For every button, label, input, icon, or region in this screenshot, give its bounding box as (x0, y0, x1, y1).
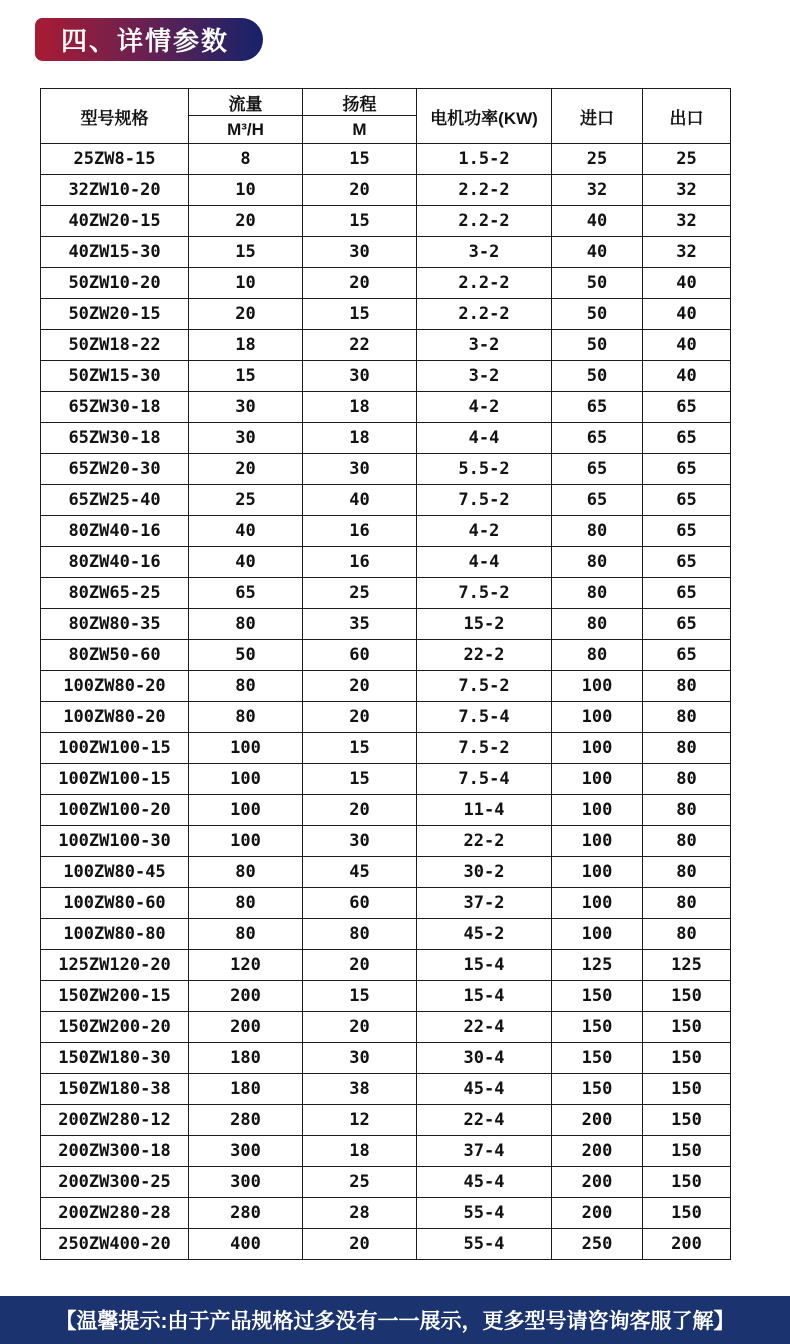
table-cell: 15-4 (417, 950, 552, 981)
table-cell: 150 (643, 1105, 731, 1136)
table-cell: 15 (303, 981, 417, 1012)
header-head: 扬程 (303, 89, 417, 116)
spec-table (40, 88, 731, 1260)
table-cell: 40 (552, 237, 643, 268)
table-cell: 150 (643, 1043, 731, 1074)
table-cell: 280 (189, 1198, 303, 1229)
table-cell: 1.5-2 (417, 144, 552, 175)
table-cell: 80 (189, 857, 303, 888)
table-cell: 65ZW25-40 (41, 485, 189, 516)
table-row (41, 330, 731, 361)
table-cell: 150 (552, 981, 643, 1012)
table-cell: 7.5-2 (417, 485, 552, 516)
table-cell: 65 (189, 578, 303, 609)
table-cell: 125ZW120-20 (41, 950, 189, 981)
table-cell: 80 (643, 671, 731, 702)
table-cell: 50 (552, 361, 643, 392)
table-cell: 200 (643, 1229, 731, 1260)
table-row (41, 516, 731, 547)
table-cell: 3-2 (417, 330, 552, 361)
table-cell: 3-2 (417, 237, 552, 268)
table-cell: 50 (189, 640, 303, 671)
table-cell: 80 (643, 795, 731, 826)
table-cell: 65 (643, 578, 731, 609)
table-cell: 32 (643, 237, 731, 268)
table-cell: 30 (303, 237, 417, 268)
header-power: 电机功率(KW) (417, 89, 552, 144)
table-cell: 12 (303, 1105, 417, 1136)
table-cell: 100ZW80-20 (41, 702, 189, 733)
table-cell: 50ZW20-15 (41, 299, 189, 330)
table-cell: 30-2 (417, 857, 552, 888)
table-row (41, 1229, 731, 1260)
header-flow: 流量 (189, 89, 303, 116)
table-cell: 150 (552, 1012, 643, 1043)
table-cell: 25 (303, 1167, 417, 1198)
table-cell: 37-4 (417, 1136, 552, 1167)
table-cell: 65ZW30-18 (41, 423, 189, 454)
table-cell: 55-4 (417, 1229, 552, 1260)
table-cell: 100 (189, 826, 303, 857)
table-cell: 45-4 (417, 1074, 552, 1105)
table-cell: 37-2 (417, 888, 552, 919)
table-row (41, 1043, 731, 1074)
table-cell: 80 (643, 826, 731, 857)
table-cell: 80 (552, 609, 643, 640)
table-cell: 300 (189, 1167, 303, 1198)
table-cell: 20 (303, 268, 417, 299)
table-cell: 65ZW30-18 (41, 392, 189, 423)
table-cell: 22-2 (417, 640, 552, 671)
table-cell: 100ZW80-60 (41, 888, 189, 919)
table-cell: 80ZW50-60 (41, 640, 189, 671)
footer-banner (0, 1296, 790, 1344)
table-cell: 25ZW8-15 (41, 144, 189, 175)
table-cell: 65 (552, 392, 643, 423)
table-cell: 80 (643, 888, 731, 919)
table-cell: 2.2-2 (417, 175, 552, 206)
table-row (41, 1012, 731, 1043)
table-cell: 22-4 (417, 1012, 552, 1043)
table-cell: 80 (189, 702, 303, 733)
footer-notice: 【温馨提示:由于产品规格过多没有一一展示，更多型号请咨询客服了解】 (55, 1310, 735, 1333)
table-cell: 80 (552, 578, 643, 609)
table-cell: 200ZW300-25 (41, 1167, 189, 1198)
table-cell: 150ZW200-15 (41, 981, 189, 1012)
table-cell: 65 (643, 454, 731, 485)
table-cell: 30 (303, 826, 417, 857)
table-cell: 3-2 (417, 361, 552, 392)
table-row (41, 485, 731, 516)
table-cell: 200 (552, 1136, 643, 1167)
table-cell: 32 (643, 206, 731, 237)
table-cell: 180 (189, 1043, 303, 1074)
table-cell: 80 (643, 764, 731, 795)
table-cell: 50ZW10-20 (41, 268, 189, 299)
table-cell: 40 (189, 547, 303, 578)
table-cell: 2.2-2 (417, 268, 552, 299)
table-cell: 30 (189, 423, 303, 454)
header-row-1 (41, 89, 731, 116)
header-head-unit: M (303, 116, 417, 144)
table-cell: 50 (552, 299, 643, 330)
table-row (41, 361, 731, 392)
table-cell: 80ZW40-16 (41, 516, 189, 547)
table-cell: 30 (303, 1043, 417, 1074)
table-cell: 20 (189, 299, 303, 330)
table-row (41, 857, 731, 888)
table-cell: 65 (643, 547, 731, 578)
table-cell: 20 (189, 454, 303, 485)
table-cell: 16 (303, 516, 417, 547)
table-cell: 30 (303, 361, 417, 392)
table-cell: 15 (189, 237, 303, 268)
table-cell: 150 (643, 1012, 731, 1043)
table-cell: 16 (303, 547, 417, 578)
table-cell: 150ZW180-30 (41, 1043, 189, 1074)
table-body (41, 144, 731, 1260)
table-cell: 30-4 (417, 1043, 552, 1074)
table-cell: 32 (643, 175, 731, 206)
table-cell: 15 (303, 733, 417, 764)
table-cell: 20 (303, 795, 417, 826)
table-row (41, 950, 731, 981)
table-cell: 200 (552, 1167, 643, 1198)
table-cell: 40 (643, 299, 731, 330)
table-row (41, 237, 731, 268)
table-cell: 45-4 (417, 1167, 552, 1198)
table-row (41, 392, 731, 423)
table-cell: 2.2-2 (417, 299, 552, 330)
table-cell: 65ZW20-30 (41, 454, 189, 485)
table-cell: 15 (303, 206, 417, 237)
table-cell: 40 (643, 361, 731, 392)
table-cell: 4-2 (417, 516, 552, 547)
table-cell: 150 (552, 1074, 643, 1105)
table-row (41, 423, 731, 454)
table-cell: 40 (303, 485, 417, 516)
table-cell: 35 (303, 609, 417, 640)
table-row (41, 578, 731, 609)
table-cell: 40 (189, 516, 303, 547)
table-cell: 150ZW180-38 (41, 1074, 189, 1105)
table-row (41, 919, 731, 950)
table-cell: 100 (189, 795, 303, 826)
table-cell: 65 (552, 423, 643, 454)
table-cell: 15 (303, 299, 417, 330)
table-cell: 50ZW15-30 (41, 361, 189, 392)
table-cell: 65 (643, 392, 731, 423)
table-cell: 45-2 (417, 919, 552, 950)
table-cell: 65 (643, 516, 731, 547)
table-cell: 125 (643, 950, 731, 981)
table-cell: 18 (189, 330, 303, 361)
table-cell: 50 (552, 330, 643, 361)
table-cell: 10 (189, 175, 303, 206)
table-cell: 100 (552, 857, 643, 888)
table-cell: 100ZW100-15 (41, 733, 189, 764)
table-cell: 200 (552, 1198, 643, 1229)
table-cell: 32ZW10-20 (41, 175, 189, 206)
table-row (41, 206, 731, 237)
table-cell: 15 (303, 144, 417, 175)
table-cell: 100 (552, 733, 643, 764)
table-row (41, 981, 731, 1012)
table-cell: 125 (552, 950, 643, 981)
table-cell: 22 (303, 330, 417, 361)
table-cell: 20 (303, 950, 417, 981)
table-cell: 200ZW300-18 (41, 1136, 189, 1167)
table-cell: 150 (643, 1074, 731, 1105)
table-cell: 80 (643, 702, 731, 733)
table-cell: 15-2 (417, 609, 552, 640)
table-cell: 100 (552, 702, 643, 733)
table-cell: 400 (189, 1229, 303, 1260)
table-cell: 100 (552, 888, 643, 919)
table-cell: 25 (552, 144, 643, 175)
table-cell: 5.5-2 (417, 454, 552, 485)
table-cell: 100ZW80-80 (41, 919, 189, 950)
table-row (41, 1167, 731, 1198)
table-cell: 15 (303, 764, 417, 795)
table-cell: 80 (643, 733, 731, 764)
table-cell: 150 (552, 1043, 643, 1074)
table-cell: 100ZW100-30 (41, 826, 189, 857)
table-cell: 280 (189, 1105, 303, 1136)
table-cell: 65 (643, 640, 731, 671)
table-cell: 55-4 (417, 1198, 552, 1229)
table-cell: 28 (303, 1198, 417, 1229)
table-row (41, 175, 731, 206)
table-row (41, 702, 731, 733)
table-cell: 80 (189, 671, 303, 702)
table-cell: 100 (552, 671, 643, 702)
table-cell: 150 (643, 1136, 731, 1167)
table-cell: 25 (303, 578, 417, 609)
table-cell: 30 (303, 454, 417, 485)
table-cell: 40 (552, 206, 643, 237)
table-cell: 30 (189, 392, 303, 423)
table-cell: 80 (552, 516, 643, 547)
table-cell: 40 (643, 268, 731, 299)
table-cell: 15 (189, 361, 303, 392)
table-cell: 120 (189, 950, 303, 981)
table-cell: 65 (552, 454, 643, 485)
table-cell: 18 (303, 423, 417, 454)
table-cell: 200ZW280-28 (41, 1198, 189, 1229)
table-row (41, 826, 731, 857)
table-row (41, 1198, 731, 1229)
header-flow-unit: M³/H (189, 116, 303, 144)
table-cell: 200 (189, 981, 303, 1012)
table-cell: 7.5-4 (417, 764, 552, 795)
table-row (41, 1105, 731, 1136)
table-row (41, 1074, 731, 1105)
table-cell: 200 (189, 1012, 303, 1043)
table-cell: 45 (303, 857, 417, 888)
table-cell: 200ZW280-12 (41, 1105, 189, 1136)
table-row (41, 454, 731, 485)
table-cell: 10 (189, 268, 303, 299)
table-row (41, 144, 731, 175)
table-cell: 60 (303, 888, 417, 919)
table-cell: 22-4 (417, 1105, 552, 1136)
table-cell: 40 (643, 330, 731, 361)
table-cell: 150 (643, 981, 731, 1012)
table-row (41, 764, 731, 795)
table-cell: 7.5-2 (417, 671, 552, 702)
table-cell: 300 (189, 1136, 303, 1167)
table-cell: 11-4 (417, 795, 552, 826)
header-inlet: 进口 (552, 89, 643, 144)
table-cell: 20 (303, 702, 417, 733)
table-cell: 150 (643, 1167, 731, 1198)
header-model: 型号规格 (41, 89, 189, 144)
table-cell: 2.2-2 (417, 206, 552, 237)
table-cell: 7.5-2 (417, 578, 552, 609)
table-cell: 38 (303, 1074, 417, 1105)
table-cell: 100 (189, 764, 303, 795)
table-header (41, 89, 731, 144)
table-row (41, 640, 731, 671)
table-cell: 200 (552, 1105, 643, 1136)
table-cell: 4-4 (417, 547, 552, 578)
table-cell: 65 (552, 485, 643, 516)
table-cell: 32 (552, 175, 643, 206)
table-cell: 100ZW80-45 (41, 857, 189, 888)
table-row (41, 268, 731, 299)
table-cell: 4-4 (417, 423, 552, 454)
table-cell: 80ZW40-16 (41, 547, 189, 578)
table-cell: 80ZW80-35 (41, 609, 189, 640)
table-cell: 65 (643, 423, 731, 454)
header-outlet: 出口 (643, 89, 731, 144)
table-cell: 7.5-2 (417, 733, 552, 764)
table-cell: 150ZW200-20 (41, 1012, 189, 1043)
table-cell: 18 (303, 1136, 417, 1167)
table-cell: 100 (552, 795, 643, 826)
table-cell: 100ZW100-15 (41, 764, 189, 795)
table-row (41, 547, 731, 578)
table-cell: 180 (189, 1074, 303, 1105)
table-cell: 8 (189, 144, 303, 175)
table-cell: 65 (643, 485, 731, 516)
table-cell: 100 (552, 919, 643, 950)
table-cell: 7.5-4 (417, 702, 552, 733)
table-cell: 40ZW15-30 (41, 237, 189, 268)
table-cell: 15-4 (417, 981, 552, 1012)
table-cell: 80 (189, 919, 303, 950)
table-cell: 60 (303, 640, 417, 671)
table-cell: 22-2 (417, 826, 552, 857)
table-cell: 80 (552, 547, 643, 578)
table-row (41, 733, 731, 764)
spec-table-container (40, 88, 730, 1260)
table-row (41, 1136, 731, 1167)
table-cell: 40ZW20-15 (41, 206, 189, 237)
table-row (41, 299, 731, 330)
table-cell: 18 (303, 392, 417, 423)
table-cell: 100ZW80-20 (41, 671, 189, 702)
table-cell: 20 (303, 671, 417, 702)
table-cell: 50ZW18-22 (41, 330, 189, 361)
table-cell: 4-2 (417, 392, 552, 423)
table-cell: 20 (189, 206, 303, 237)
table-cell: 25 (643, 144, 731, 175)
table-cell: 80 (303, 919, 417, 950)
table-cell: 80 (189, 888, 303, 919)
table-row (41, 795, 731, 826)
table-cell: 80ZW65-25 (41, 578, 189, 609)
table-row (41, 888, 731, 919)
table-cell: 100 (189, 733, 303, 764)
table-row (41, 609, 731, 640)
table-cell: 100 (552, 764, 643, 795)
table-cell: 80 (643, 857, 731, 888)
table-cell: 80 (552, 640, 643, 671)
table-cell: 250ZW400-20 (41, 1229, 189, 1260)
table-cell: 100ZW100-20 (41, 795, 189, 826)
table-cell: 80 (189, 609, 303, 640)
table-cell: 65 (643, 609, 731, 640)
table-cell: 25 (189, 485, 303, 516)
section-badge (35, 18, 263, 61)
section-title: 四、详情参数 (61, 26, 230, 56)
table-row (41, 671, 731, 702)
table-cell: 250 (552, 1229, 643, 1260)
table-cell: 150 (643, 1198, 731, 1229)
table-cell: 20 (303, 1012, 417, 1043)
table-cell: 100 (552, 826, 643, 857)
table-cell: 20 (303, 1229, 417, 1260)
table-cell: 50 (552, 268, 643, 299)
table-cell: 20 (303, 175, 417, 206)
table-cell: 80 (643, 919, 731, 950)
